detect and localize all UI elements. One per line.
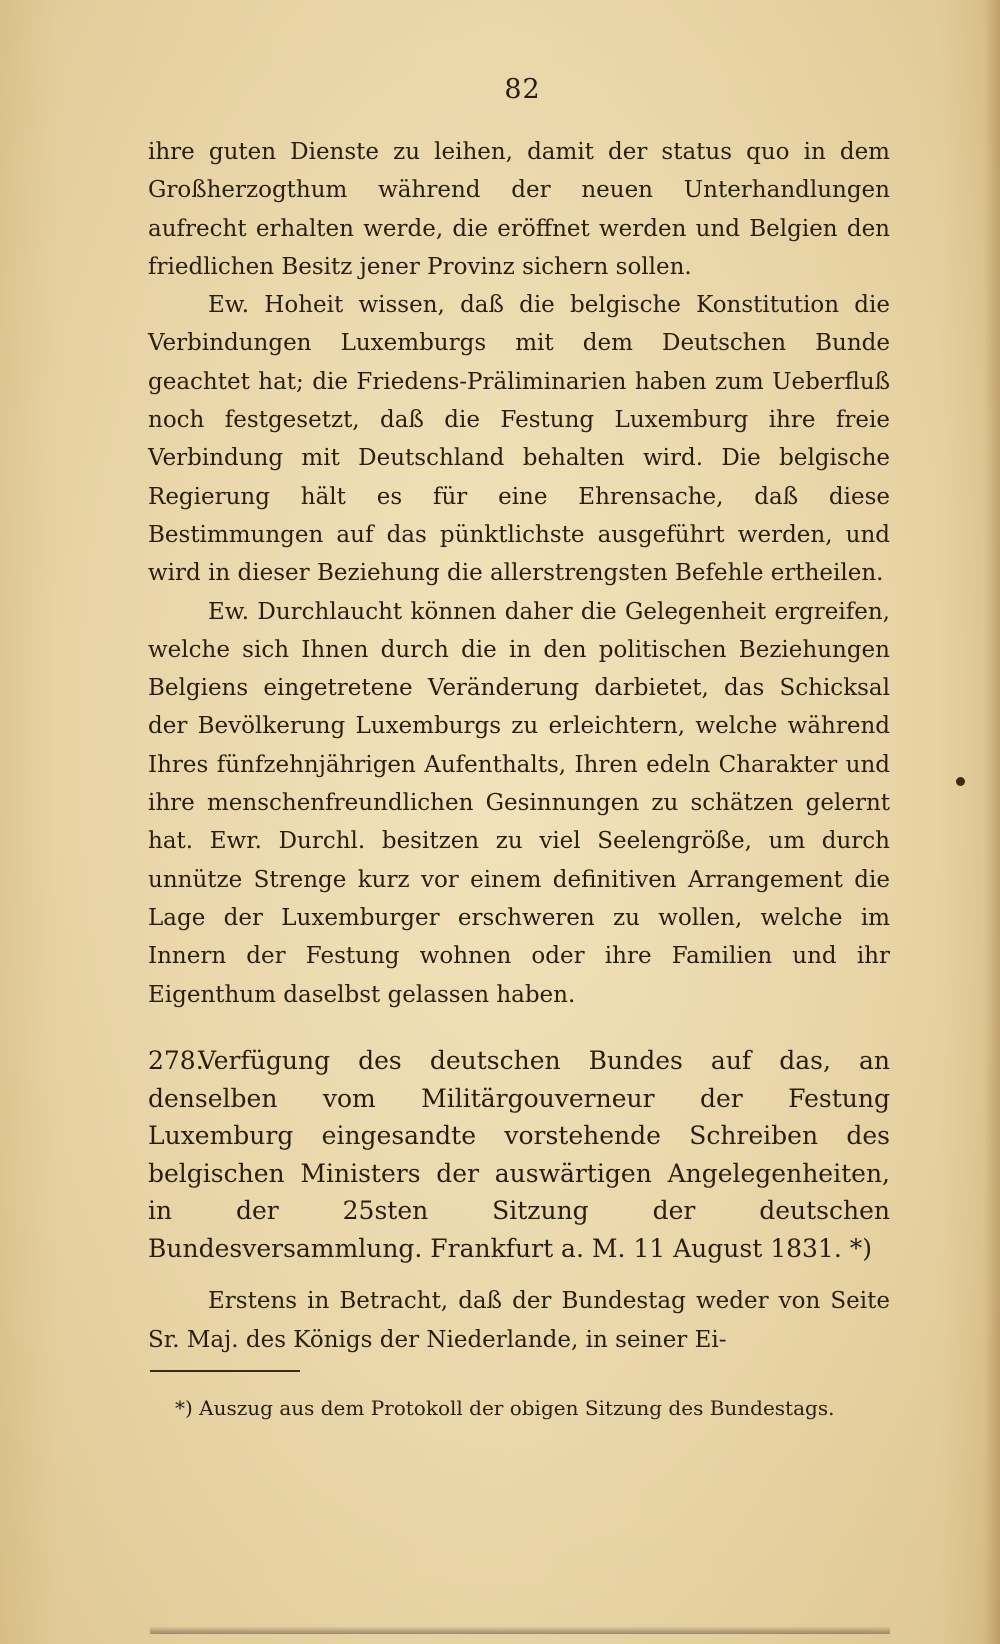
paragraph-3: Ew. Durchlaucht können daher die Gelegenheit ergreifen, welche sich Ihnen durch die in den politischen Beziehungen Belgiens eingetretene Veränderung darbietet, das Schicksal der Bevölkerung Luxemburgs zu erleichtern, welche während Ihres fünfzehnjährigen Aufenthalts, Ihren edeln Charakter und ihre menschenfreundlichen Gesinnungen zu schätzen gelernt hat. Ewr. Durchl. besitzen zu viel Seelengröße, um durch unnütze Strenge kurz vor einem definitiven Arrangement die Lage der Luxemburger erschweren zu wollen, welche im Innern der Festung wohnen oder ihre Familien und ihr Eigenthum daselbst gelassen haben. bbox=[148, 598, 890, 1008]
body-text bbox=[148, 133, 890, 1014]
paragraph-2: Ew. Hoheit wissen, daß die belgische Konstitution die Verbindungen Luxemburgs mit dem Deutschen Bunde geachtet hat; die Friedens-Präliminarien haben zum Ueberfluß noch festgesetzt, daß die Festung Luxemburg ihre freie Verbindung mit Deutschland behalten wird. Die belgische Regierung hält es für eine Ehrensache, daß diese Bestimmungen auf das pünktlichste ausgeführt werden, und wird in dieser Beziehung die allerstrengsten Befehle ertheilen. bbox=[148, 292, 890, 587]
page-bottom-shadow bbox=[150, 1626, 890, 1634]
entry-number: 278. bbox=[148, 1046, 204, 1075]
page-number: 82 bbox=[504, 74, 541, 105]
page-edge-shadow bbox=[984, 0, 1000, 1644]
footnote-rule bbox=[150, 1370, 300, 1372]
footnote: *) Auszug aus dem Protokoll der obigen Sitzung des Bundestags. bbox=[175, 1396, 835, 1420]
ink-spot bbox=[956, 777, 965, 786]
entry-heading bbox=[148, 1042, 890, 1268]
entry-text: Erstens in Betracht, daß der Bundestag weder von Seite Sr. Maj. des Königs der Niederlande, in seiner Ei- bbox=[148, 1288, 890, 1353]
paragraph-1: ihre guten Dienste zu leihen, damit der status quo in dem Großherzogthum während der neuen Unterhandlungen aufrecht erhalten werde, die eröffnet werden und Belgien den friedlichen Besitz jener Provinz sichern sollen. bbox=[148, 139, 890, 280]
entry-title: Verfügung des deutschen Bundes auf das, an denselben vom Militärgouverneur der Festung Luxemburg eingesandte vorstehende Schreiben des belgischen Ministers der auswärtigen Angelegenheiten, in der 25sten Sitzung der deutschen Bundesversammlung. Frankfurt a. M. 11 August 1831. *) bbox=[148, 1046, 890, 1263]
